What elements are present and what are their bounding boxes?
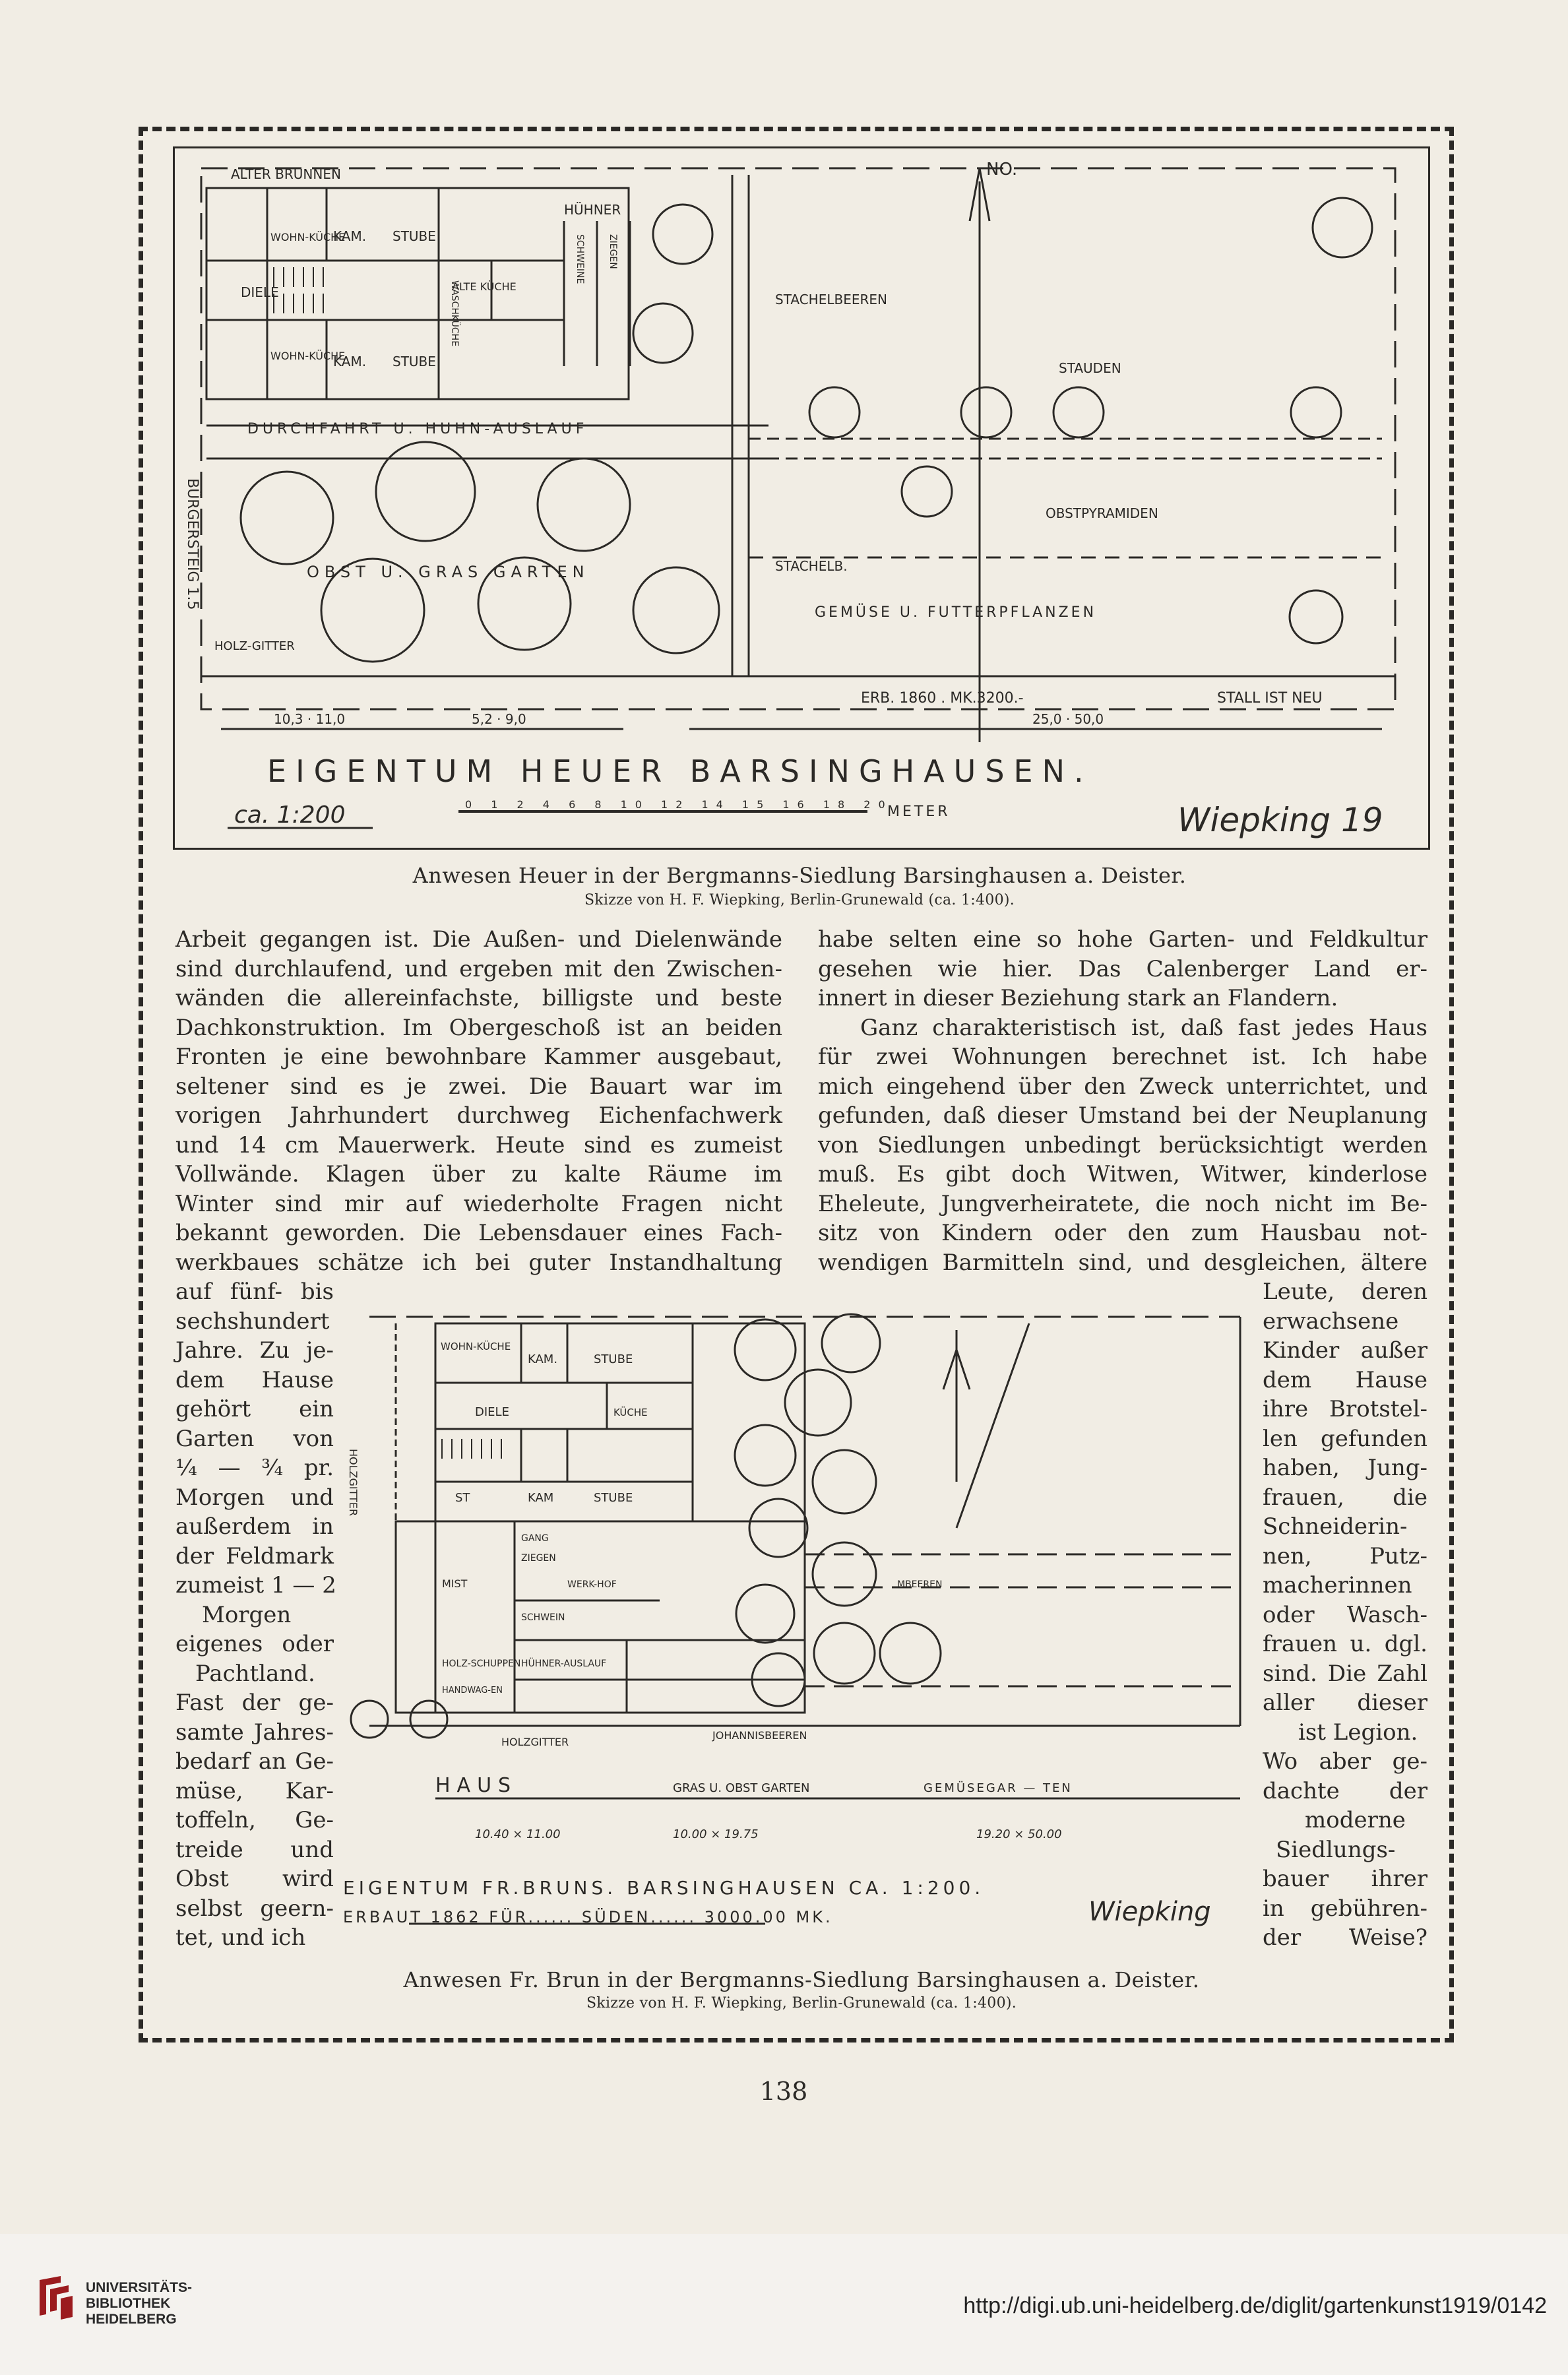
p2-label-ziegen: ZIEGEN — [521, 1553, 556, 1564]
text-line: mich eingehend über den Zweck unterrichtet, und — [818, 1073, 1427, 1100]
text-line: tet, und ich — [175, 1924, 306, 1951]
caption2-main: Anwesen Fr. Brun in der Bergmanns-Siedlung Barsinghausen a. Deister. — [403, 1967, 1200, 1992]
text-line: frauen u. dgl. — [1263, 1631, 1427, 1657]
text-line: treide und — [175, 1836, 334, 1863]
text-line: moderne — [1305, 1807, 1406, 1833]
p2-label-dim1: 10.40 × 11.00 — [475, 1827, 561, 1841]
text-line: vorigen Jahrhundert durchweg Eichenfachwerk — [175, 1102, 782, 1129]
label-dim-mid: 5,2 · 9,0 — [472, 711, 526, 727]
text-line: Ganz charakteristisch ist, daß fast jedes Haus — [860, 1014, 1427, 1041]
p2-label-handwagen: HANDWAG-EN — [442, 1686, 503, 1695]
label-alte-kueche: ALTE KÜCHE — [452, 280, 517, 293]
label-wohnkueche-1: WOHN-KÜCHE — [270, 231, 346, 243]
text-narrow-right — [1263, 1277, 1427, 1953]
text-line: toffeln, Ge- — [175, 1807, 334, 1833]
text-line: wendigen Barmitteln sind, und desgleichen, ältere — [818, 1249, 1427, 1276]
label-huehner: HÜHNER — [564, 202, 621, 218]
p2-label-gemuesegarten: GEMÜSEGAR — TEN — [924, 1781, 1073, 1795]
label-dim-left: 10,3 · 11,0 — [274, 711, 346, 727]
site-plan-heuer — [173, 146, 1430, 850]
text-line: samte Jahres- — [175, 1719, 334, 1746]
text-line: müse, Kar- — [175, 1777, 334, 1804]
label-title-heuer: EIGENTUM HEUER BARSINGHAUSEN. — [267, 753, 1093, 789]
text-line: eigenes oder — [175, 1631, 334, 1657]
text-line: Fronten je eine bewohnbare Kammer ausgebaut, — [175, 1044, 782, 1070]
text-line: gehört ein — [175, 1396, 334, 1422]
text-line: erwachsene — [1263, 1308, 1399, 1335]
label-scale-ticks: 0 1 2 4 6 8 10 12 14 15 16 18 20 — [465, 798, 893, 811]
text-line: und 14 cm Mauerwerk. Heute sind es zumeist — [175, 1131, 782, 1158]
text-line: frauen, die — [1263, 1484, 1427, 1511]
p2-label-schwein: SCHWEIN — [521, 1612, 565, 1623]
p2-label-dim3: 19.20 × 50.00 — [976, 1827, 1062, 1841]
text-line: ihre Brotstel- — [1263, 1396, 1427, 1422]
p2-label-title: EIGENTUM FR.BRUNS. BARSINGHAUSEN CA. 1:200. — [343, 1877, 985, 1899]
text-line: seltener sind es je zwei. Die Bauart war im — [175, 1073, 782, 1100]
text-line: Arbeit gegangen ist. Die Außen- und Dielenwände — [175, 926, 782, 953]
p2-label-mbeeren: MBEEREN — [897, 1579, 943, 1590]
p2-label-kam-1: KAM. — [528, 1352, 558, 1366]
library-name — [86, 2280, 192, 2328]
text-line: auf fünf- bis — [175, 1279, 334, 1305]
plan-drawing-heuer — [175, 148, 1428, 848]
text-line: aller dieser — [1263, 1690, 1427, 1716]
p2-label-haus: HAUS — [435, 1774, 518, 1797]
label-stachelbeeren: STACHELBEEREN — [775, 292, 887, 307]
p2-label-huehner-auslauf: HÜHNER-AUSLAUF — [521, 1659, 607, 1669]
caption1-sub: Skizze von H. F. Wiepking, Berlin-Grunewald (ca. 1:400). — [584, 892, 1015, 908]
p2-label-stube-2: STUBE — [594, 1491, 633, 1505]
text-line: werkbaues schätze ich bei guter Instandhaltung — [175, 1249, 782, 1276]
text-line: Fast der ge- — [175, 1690, 334, 1716]
site-plan-brun — [343, 1310, 1260, 1977]
plan1-signature: Wiepking 19 — [1177, 801, 1383, 839]
label-stauden: STAUDEN — [1059, 360, 1121, 376]
text-line: gesehen wie hier. Das Calenberger Land er- — [818, 955, 1427, 982]
text-column-right — [818, 925, 1427, 1277]
label-gemuese: GEMÜSE U. FUTTERPFLANZEN — [815, 604, 1097, 621]
p2-label-kam-2: KAM — [528, 1491, 554, 1505]
text-line: der Weise? — [1263, 1924, 1427, 1951]
text-column-left — [175, 925, 782, 1277]
label-erb: ERB. 1860 . MK.3200.- — [861, 690, 1024, 707]
text-line: len gefunden — [1263, 1425, 1427, 1452]
label-kam-2: KAM. — [333, 354, 367, 369]
label-holzgitter: HOLZ-GITTER — [214, 639, 295, 653]
label-durchfahrt: DURCHFAHRT U. HUHN-AUSLAUF — [247, 421, 588, 437]
p2-label-wohnkueche: WOHN-KÜCHE — [441, 1341, 511, 1352]
label-schweine: SCHWEINE — [575, 234, 585, 284]
text-line: Eheleute, Jungverheiratete, die noch nicht im Be- — [818, 1190, 1427, 1217]
p2-label-holzgitter-vertical: HOLZGITTER — [347, 1449, 360, 1517]
label-meter: METER — [887, 804, 951, 820]
p2-label-st: ST — [455, 1491, 470, 1505]
label-north: NO. — [986, 160, 1018, 179]
caption1-main: Anwesen Heuer in der Bergmanns-Siedlung Barsinghausen a. Deister. — [412, 863, 1187, 888]
label-obst-gras-garten: OBST U. GRAS GARTEN — [307, 563, 590, 581]
text-line: Morgen und — [175, 1484, 334, 1511]
p2-label-gras-obstgarten: GRAS U. OBST GARTEN — [673, 1781, 810, 1795]
text-line: Wo aber ge- — [1263, 1748, 1427, 1775]
label-stall: STALL IST NEU — [1217, 690, 1323, 707]
text-line: bekannt geworden. Die Lebensdauer eines Fach- — [175, 1220, 782, 1246]
text-line: Obst wird — [175, 1866, 334, 1892]
text-line: von Siedlungen unbedingt berücksichtigt werden — [818, 1131, 1427, 1158]
label-stachelb: STACHELB. — [775, 558, 848, 574]
p2-label-werkhof: WERK-HOF — [567, 1579, 617, 1590]
p2-label-johannisbeeren: JOHANNISBEEREN — [712, 1729, 807, 1742]
label-kam-1: KAM. — [333, 228, 367, 244]
text-line: macherinnen — [1263, 1572, 1412, 1599]
text-line: Kinder außer — [1263, 1337, 1427, 1364]
text-line: dem Hause — [1263, 1366, 1427, 1393]
text-line: sind. Die Zahl — [1263, 1660, 1427, 1687]
p2-label-diele: DIELE — [475, 1405, 509, 1419]
text-line: sitz von Kindern oder den zum Hausbau not- — [818, 1220, 1427, 1246]
text-line: ¼ — ¾ pr. — [175, 1455, 334, 1481]
text-line: zumeist 1 — 2 — [175, 1572, 336, 1599]
label-diele: DIELE — [241, 284, 279, 300]
text-line: wänden die allereinfachste, billigste und beste — [175, 985, 782, 1011]
text-narrow-left — [175, 1277, 334, 1953]
text-line: dem Hause — [175, 1366, 334, 1393]
text-line: in gebühren- — [1263, 1895, 1427, 1922]
p2-label-holzgitter-horizontal: HOLZGITTER — [501, 1736, 569, 1748]
text-line: selbst geern- — [175, 1895, 334, 1922]
label-stube-2: STUBE — [392, 354, 436, 369]
text-line: Jahre. Zu je- — [175, 1337, 334, 1364]
plan2-signature: Wiepking — [1088, 1897, 1211, 1927]
text-line: außerdem in — [175, 1513, 334, 1540]
p2-label-erbaut: ERBAUT 1862 FÜR...... SÜDEN...... 3000.00 MK. — [343, 1908, 833, 1926]
text-line: nen, Putz- — [1263, 1542, 1427, 1569]
text-line: Pachtland. — [195, 1660, 315, 1687]
plan-drawing-brun — [343, 1310, 1260, 1977]
text-line: sind durchlaufend, und ergeben mit den Zwischen- — [175, 955, 782, 982]
text-line: Vollwände. Klagen über zu kalte Räume im — [175, 1161, 782, 1188]
text-line: Morgen — [202, 1601, 292, 1628]
text-line: Schneiderin- — [1263, 1513, 1408, 1540]
label-buergersteig: BÜRGERSTEIG 1.5 — [184, 478, 201, 610]
text-line: bauer ihrer — [1263, 1866, 1427, 1892]
label-alter-brunnen: ALTER BRUNNEN — [231, 166, 341, 182]
library-name-line1: UNIVERSITÄTS- — [86, 2280, 193, 2295]
text-line: Garten von — [175, 1425, 334, 1452]
text-line: gefunden, daß dieser Umstand bei der Neuplanung — [818, 1102, 1427, 1129]
text-line: Winter sind mir auf wiederholte Fragen nicht — [175, 1190, 782, 1217]
p2-label-stube-1: STUBE — [594, 1352, 633, 1366]
library-name-line3: HEIDELBERG — [86, 2312, 177, 2327]
p2-label-kueche: KÜCHE — [613, 1407, 648, 1418]
p2-label-mist: MIST — [442, 1577, 468, 1590]
text-line: bedarf an Ge- — [175, 1748, 334, 1775]
label-dim-right: 25,0 · 50,0 — [1032, 711, 1104, 727]
label-ziegen: ZIEGEN — [608, 234, 618, 269]
text-line: innert in dieser Beziehung stark an Flandern. — [818, 985, 1338, 1011]
library-name-line2: BIBLIOTHEK — [86, 2296, 171, 2311]
label-waschkueche: WASCHKÜCHE — [449, 280, 460, 347]
text-line: ist Legion. — [1298, 1719, 1418, 1746]
text-line: Leute, deren — [1263, 1279, 1427, 1305]
page-number: 138 — [759, 2077, 808, 2106]
text-line: oder Wasch- — [1263, 1601, 1427, 1628]
text-line: der Feldmark — [175, 1542, 334, 1569]
p2-label-gang: GANG — [521, 1533, 549, 1544]
text-line: muß. Es gibt doch Witwen, Witwer, kinderlose — [818, 1161, 1427, 1188]
text-line: haben, Jung- — [1263, 1455, 1427, 1481]
p2-label-holzschuppen: HOLZ-SCHUPPEN — [442, 1659, 521, 1669]
university-library-logo-icon — [34, 2273, 77, 2321]
text-line: für zwei Wohnungen berechnet ist. Ich habe — [818, 1044, 1427, 1070]
text-line: dachte der — [1263, 1777, 1427, 1804]
text-line: Siedlungs- — [1276, 1836, 1396, 1863]
permalink-url[interactable]: http://digi.ub.uni-heidelberg.de/diglit/gartenkunst1919/0142 — [963, 2293, 1547, 2318]
label-stube-1: STUBE — [392, 228, 436, 244]
label-scale: ca. 1:200 — [234, 802, 346, 829]
label-obstpyramiden: OBSTPYRAMIDEN — [1046, 505, 1158, 521]
label-wohnkueche-2: WOHN-KÜCHE — [270, 350, 346, 362]
caption2-sub: Skizze von H. F. Wiepking, Berlin-Grunewald (ca. 1:400). — [586, 1995, 1017, 2011]
text-line: sechshundert — [175, 1308, 330, 1335]
p2-label-dim2: 10.00 × 19.75 — [673, 1827, 759, 1841]
text-line: habe selten eine so hohe Garten- und Feldkultur — [818, 926, 1427, 953]
text-line: Dachkonstruktion. Im Obergeschoß ist an beiden — [175, 1014, 782, 1041]
